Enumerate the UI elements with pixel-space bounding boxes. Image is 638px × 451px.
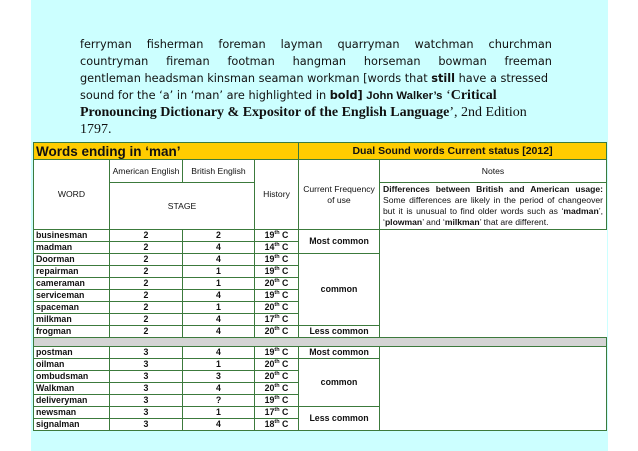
century: 20 (264, 359, 275, 369)
table-row (34, 254, 607, 266)
table-title: Words ending in ‘man’ (34, 143, 299, 160)
intro-paragraph (80, 36, 552, 138)
british-stage-cell: 1 (183, 302, 255, 314)
american-stage-cell: 3 (110, 419, 183, 431)
century: 19 (264, 230, 275, 240)
notes-text: ’ and ‘ (422, 217, 445, 227)
british-stage-cell: 1 (183, 407, 255, 419)
suffix: th (274, 278, 280, 285)
notes-word: plowman (384, 217, 423, 227)
word-cell: spaceman (34, 302, 110, 314)
history-cell (255, 278, 299, 290)
history-cell (255, 395, 299, 407)
century-unit: C (282, 290, 289, 300)
word-cell: frogman (34, 326, 110, 338)
century: 19 (264, 254, 275, 264)
intro-line-2 (80, 53, 552, 70)
suffix: th (274, 347, 280, 354)
century-unit: C (282, 395, 289, 405)
british-stage-cell: 4 (183, 290, 255, 302)
suffix: th (274, 371, 280, 378)
century-unit: C (282, 383, 289, 393)
text: gentleman headsman kinsman seaman workman [words that (80, 72, 432, 85)
british-stage-cell: 3 (183, 371, 255, 383)
header-history: History (255, 160, 299, 230)
word-cell: cameraman (34, 278, 110, 290)
american-stage-cell: 3 (110, 383, 183, 395)
frequency-cell: Most common (299, 230, 380, 254)
word-cell: postman (34, 347, 110, 359)
header-american: American English (110, 160, 183, 183)
history-cell (255, 266, 299, 278)
suffix: th (274, 230, 280, 237)
history-cell (255, 371, 299, 383)
british-stage-cell: 1 (183, 266, 255, 278)
word: churchman (488, 38, 552, 51)
suffix: th (274, 383, 280, 390)
suffix: th (274, 359, 280, 366)
header-word: WORD (34, 160, 110, 230)
history-cell (255, 230, 299, 242)
word-cell: repairman (34, 266, 110, 278)
century-unit: C (282, 254, 289, 264)
notes-word: madman (563, 206, 599, 216)
word-cell: oilman (34, 359, 110, 371)
header-british: British English (183, 160, 255, 183)
notes-empty-cell (380, 347, 607, 431)
header-stage: STAGE (110, 183, 255, 230)
american-stage-cell: 3 (110, 371, 183, 383)
century: 18 (264, 419, 275, 429)
table-row (34, 230, 607, 242)
word: quarryman (337, 38, 400, 51)
frequency-cell: Less common (299, 407, 380, 431)
group-1 (34, 230, 607, 338)
american-stage-cell: 2 (110, 266, 183, 278)
notes-cell (380, 183, 607, 230)
word: footman (227, 55, 275, 68)
word: fisherman (146, 38, 204, 51)
notes-text: Some differences are likely in the period of changeover but it is unusual to find older words such as ‘ (383, 195, 604, 216)
word: fireman (166, 55, 210, 68)
american-stage-cell: 3 (110, 347, 183, 359)
century-unit: C (282, 278, 289, 288)
history-cell (255, 383, 299, 395)
text: Critical (450, 88, 497, 103)
century: 19 (264, 266, 275, 276)
word-cell: deliveryman (34, 395, 110, 407)
british-stage-cell: 4 (183, 326, 255, 338)
frequency-cell: common (299, 254, 380, 326)
suffix: th (274, 254, 280, 261)
separator-cell (34, 338, 607, 347)
century: 20 (264, 326, 275, 336)
century: 17 (264, 407, 275, 417)
british-stage-cell: 1 (183, 359, 255, 371)
american-stage-cell: 2 (110, 314, 183, 326)
text: ‘ (446, 88, 451, 103)
century-unit: C (282, 326, 289, 336)
century-unit: C (282, 314, 289, 324)
suffix: th (274, 242, 280, 249)
american-stage-cell: 2 (110, 326, 183, 338)
british-stage-cell: ? (183, 395, 255, 407)
british-stage-cell: 1 (183, 278, 255, 290)
american-stage-cell: 3 (110, 395, 183, 407)
suffix: th (274, 290, 280, 297)
notes-text: ’, ‘ (383, 206, 604, 227)
word-cell: madman (34, 242, 110, 254)
american-stage-cell: 2 (110, 302, 183, 314)
word-cell: businesman (34, 230, 110, 242)
word: bowman (438, 55, 487, 68)
word-cell: milkman (34, 314, 110, 326)
frequency-cell: Most common (299, 347, 380, 359)
history-cell (255, 254, 299, 266)
intro-line-4 (80, 87, 552, 105)
table-title-row (34, 143, 607, 160)
history-cell (255, 347, 299, 359)
british-stage-cell: 4 (183, 347, 255, 359)
word-cell: Doorman (34, 254, 110, 266)
century: 20 (264, 371, 275, 381)
word: watchman (414, 38, 474, 51)
suffix: th (274, 395, 280, 402)
suffix: th (274, 314, 280, 321)
history-cell (255, 326, 299, 338)
suffix: th (274, 326, 280, 333)
century-unit: C (282, 371, 289, 381)
text: bold] (329, 89, 363, 102)
century-unit: C (282, 230, 289, 240)
century: 14 (264, 242, 275, 252)
notes-heading: Differences between British and American usage: (383, 184, 604, 194)
history-cell (255, 242, 299, 254)
british-stage-cell: 4 (183, 419, 255, 431)
text: still (431, 72, 456, 85)
british-stage-cell: 4 (183, 314, 255, 326)
american-stage-cell: 3 (110, 407, 183, 419)
century: 19 (264, 290, 275, 300)
history-cell (255, 359, 299, 371)
suffix: th (274, 419, 280, 426)
words-table (33, 142, 607, 431)
notes-word: milkman (444, 217, 480, 227)
century-unit: C (282, 359, 289, 369)
word: ferryman (80, 38, 132, 51)
american-stage-cell: 2 (110, 242, 183, 254)
intro-line-3 (80, 70, 552, 87)
american-stage-cell: 3 (110, 359, 183, 371)
century: 20 (264, 383, 275, 393)
century: 19 (264, 395, 275, 405)
american-stage-cell: 2 (110, 254, 183, 266)
history-cell (255, 290, 299, 302)
word-cell: Walkman (34, 383, 110, 395)
header-row (34, 160, 607, 183)
text: sound for the ‘a’ in ‘man’ are highlighted in (80, 89, 330, 102)
century-unit: C (282, 347, 289, 357)
text: ’, 2nd Edition 1797. (80, 105, 527, 137)
history-cell (255, 314, 299, 326)
table-row (34, 326, 607, 338)
century-unit: C (282, 242, 289, 252)
century: 20 (264, 302, 275, 312)
history-cell (255, 302, 299, 314)
header-frequency: Current Frequency of use (299, 160, 380, 230)
text: have a stressed (455, 72, 549, 85)
author: John Walker’s (366, 90, 443, 102)
american-stage-cell: 2 (110, 278, 183, 290)
century-unit: C (282, 419, 289, 429)
word-cell: serviceman (34, 290, 110, 302)
american-stage-cell: 2 (110, 230, 183, 242)
word: freeman (504, 55, 552, 68)
intro-line-1 (80, 36, 552, 53)
century-unit: C (282, 266, 289, 276)
book-title: Pronouncing Dictionary & Expositor of the English Language (80, 105, 450, 120)
word: foreman (218, 38, 266, 51)
american-stage-cell: 2 (110, 290, 183, 302)
british-stage-cell: 4 (183, 254, 255, 266)
table-row (34, 347, 607, 359)
century: 17 (264, 314, 275, 324)
frequency-cell: Less common (299, 326, 380, 338)
group-separator (34, 338, 607, 347)
suffix: th (274, 302, 280, 309)
history-cell (255, 407, 299, 419)
suffix: th (274, 266, 280, 273)
word: layman (280, 38, 323, 51)
word-cell: ombudsman (34, 371, 110, 383)
word-cell: newsman (34, 407, 110, 419)
century: 19 (264, 347, 275, 357)
history-cell (255, 419, 299, 431)
suffix: th (274, 407, 280, 414)
word: countryman (80, 55, 149, 68)
century-unit: C (282, 302, 289, 312)
word: horseman (363, 55, 421, 68)
intro-line-5 (80, 104, 552, 138)
british-stage-cell: 4 (183, 383, 255, 395)
british-stage-cell: 4 (183, 242, 255, 254)
header-notes: Notes (380, 160, 607, 183)
table-subtitle: Dual Sound words Current status [2012] (299, 143, 607, 160)
notes-text: ’ that are different. (479, 217, 549, 227)
frequency-cell: common (299, 359, 380, 407)
century: 20 (264, 278, 275, 288)
word-cell: signalman (34, 419, 110, 431)
word: hangman (292, 55, 347, 68)
group-2 (34, 347, 607, 431)
british-stage-cell: 2 (183, 230, 255, 242)
century-unit: C (282, 407, 289, 417)
